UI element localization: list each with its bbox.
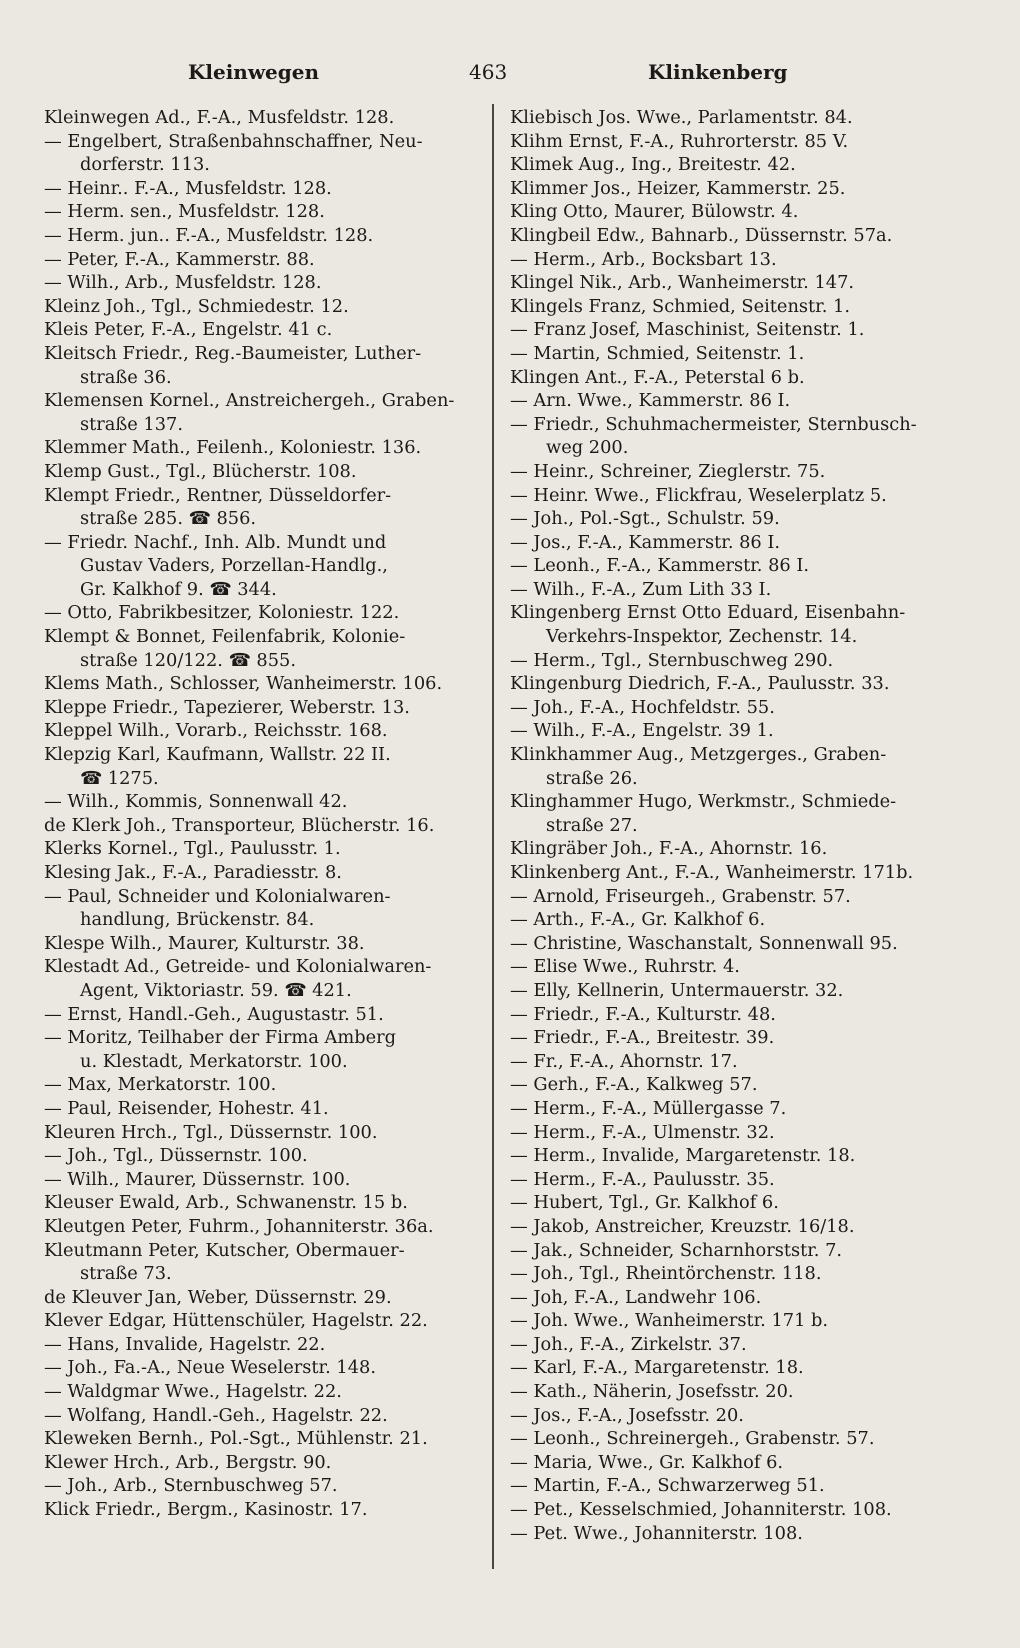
directory-entry <box>44 672 484 696</box>
entry-line: Klimek Aug., Ing., Breitestr. 42. <box>510 154 796 176</box>
directory-entry <box>510 224 980 248</box>
entry-line: Klempt & Bonnet, Feilenfabrik, Kolonie- <box>44 626 406 648</box>
entry-line: — Herm. sen., Musfeldstr. 128. <box>44 201 325 223</box>
entry-line: — Joh., F.-A., Hochfeldstr. 55. <box>510 696 775 718</box>
entry-continuation-line: Gustav Vaders, Porzellan-Handlg., <box>80 555 388 577</box>
directory-entry <box>44 814 484 838</box>
directory-entry <box>44 1380 484 1404</box>
directory-entry <box>510 1144 980 1168</box>
entry-line: Klespe Wilh., Maurer, Kulturstr. 38. <box>44 932 365 954</box>
directory-entry <box>510 389 980 413</box>
page-number: 463 <box>469 60 508 84</box>
entry-line: Klimmer Jos., Heizer, Kammerstr. 25. <box>510 177 846 199</box>
directory-entry <box>44 1356 484 1380</box>
entry-line: — Joh. Wwe., Wanheimerstr. 171 b. <box>510 1310 829 1332</box>
entry-line: — Herm. jun.. F.-A., Musfeldstr. 128. <box>44 224 374 246</box>
entry-continuation-line: straße 36. <box>80 366 172 388</box>
entry-line: Kleinwegen Ad., F.-A., Musfeldstr. 128. <box>44 107 395 128</box>
entry-line: — Herm., Arb., Bocksbart 13. <box>510 248 777 270</box>
entry-line: — Leonh., F.-A., Kammerstr. 86 I. <box>510 555 810 577</box>
directory-entry <box>44 106 484 130</box>
column-divider <box>492 104 494 1569</box>
entry-line: — Joh., Arb., Sternbuschweg 57. <box>44 1475 338 1497</box>
entry-line: — Martin, F.-A., Schwarzerweg 51. <box>510 1475 825 1497</box>
entry-line: Klemp Gust., Tgl., Blücherstr. 108. <box>44 460 357 482</box>
entry-line: — Heinr. Wwe., Flickfrau, Weselerplatz 5. <box>510 484 887 506</box>
directory-entry <box>510 1215 980 1239</box>
entry-continuation-line: u. Klestadt, Merkatorstr. 100. <box>80 1050 348 1072</box>
entry-line: Kleppel Wilh., Vorarb., Reichsstr. 168. <box>44 720 388 742</box>
entry-line: Kling Otto, Maurer, Bülowstr. 4. <box>510 201 799 223</box>
entry-continuation-line: straße 26. <box>546 767 638 789</box>
directory-entry <box>510 1380 980 1404</box>
directory-entry <box>510 318 980 342</box>
directory-entry <box>44 1286 484 1310</box>
entry-line: — Herm., Invalide, Margaretenstr. 18. <box>510 1145 856 1167</box>
entry-line: Kleppe Friedr., Tapezierer, Weberstr. 13. <box>44 696 410 718</box>
directory-entry <box>44 601 484 625</box>
directory-entry <box>44 177 484 201</box>
header-right-keyword: Klinkenberg <box>648 60 788 84</box>
entry-line: — Moritz, Teilhaber der Firma Amberg <box>44 1027 397 1049</box>
entry-line: — Friedr., F.-A., Breitestr. 39. <box>510 1027 775 1049</box>
entry-continuation-line: Agent, Viktoriastr. 59. ☎ 421. <box>80 979 352 1001</box>
entry-line: Klemensen Kornel., Anstreichergeh., Graben- <box>44 390 455 412</box>
directory-entry <box>510 1026 980 1050</box>
directory-entry <box>510 1050 980 1074</box>
entry-line: — Elise Wwe., Ruhrstr. 4. <box>510 956 740 978</box>
entry-line: — Joh., Tgl., Düssernstr. 100. <box>44 1145 308 1167</box>
directory-entry <box>44 1404 484 1428</box>
entry-line: — Gerh., F.-A., Kalkweg 57. <box>510 1074 758 1096</box>
directory-entry <box>44 1097 484 1121</box>
entry-continuation-line: straße 27. <box>546 814 638 836</box>
entry-line: Kleutmann Peter, Kutscher, Obermauer- <box>44 1239 405 1261</box>
entry-line: — Wilh., Arb., Musfeldstr. 128. <box>44 272 322 294</box>
entry-line: — Engelbert, Straßenbahnschaffner, Neu- <box>44 130 423 152</box>
directory-entry <box>510 885 980 909</box>
entry-line: — Jos., F.-A., Kammerstr. 86 I. <box>510 531 781 553</box>
directory-entry <box>510 578 980 602</box>
entry-line: — Heinr.. F.-A., Musfeldstr. 128. <box>44 177 332 199</box>
entry-line: — Herm., F.-A., Müllergasse 7. <box>510 1097 787 1119</box>
directory-entry <box>510 1498 980 1522</box>
directory-entry <box>510 1262 980 1286</box>
entry-line: Klingräber Joh., F.-A., Ahornstr. 16. <box>510 838 828 860</box>
entry-line: — Arth., F.-A., Gr. Kalkhof 6. <box>510 909 766 931</box>
entry-line: Klingel Nik., Arb., Wanheimerstr. 147. <box>510 272 855 294</box>
directory-entry <box>510 271 980 295</box>
directory-entry <box>44 1144 484 1168</box>
directory-entry <box>44 1239 484 1286</box>
directory-entry <box>510 1333 980 1357</box>
entry-line: — Joh., Tgl., Rheintörchenstr. 118. <box>510 1263 822 1285</box>
directory-entry <box>44 719 484 743</box>
entry-line: Klewer Hrch., Arb., Bergstr. 90. <box>44 1451 332 1473</box>
header-left-keyword: Kleinwegen <box>188 60 320 84</box>
directory-entry <box>510 1427 980 1451</box>
entry-line: Kleuser Ewald, Arb., Schwanenstr. 15 b. <box>44 1192 408 1214</box>
directory-entry <box>510 932 980 956</box>
directory-entry <box>510 295 980 319</box>
entry-line: — Hubert, Tgl., Gr. Kalkhof 6. <box>510 1192 779 1214</box>
entry-continuation-line: straße 120/122. ☎ 855. <box>80 649 296 671</box>
entry-line: Klepzig Karl, Kaufmann, Wallstr. 22 II. <box>44 744 391 766</box>
entry-line: — Wilh., Maurer, Düssernstr. 100. <box>44 1168 351 1190</box>
directory-entry <box>510 696 980 720</box>
entry-line: Klestadt Ad., Getreide- und Kolonialwaren- <box>44 956 432 978</box>
entry-line: Klingenburg Diedrich, F.-A., Paulusstr. 33. <box>510 673 890 695</box>
directory-entry <box>510 861 980 885</box>
entry-line: Klick Friedr., Bergm., Kasinostr. 17. <box>44 1499 368 1521</box>
entry-line: — Wilh., Kommis, Sonnenwall 42. <box>44 791 348 813</box>
directory-entry <box>44 885 484 932</box>
directory-entry <box>44 224 484 248</box>
directory-entry <box>510 1356 980 1380</box>
entry-line: — Kath., Näherin, Josefsstr. 20. <box>510 1381 794 1403</box>
entry-line: — Heinr., Schreiner, Zieglerstr. 75. <box>510 460 826 482</box>
directory-entry <box>44 1026 484 1073</box>
entry-continuation-line: ☎ 1275. <box>80 767 159 789</box>
directory-entry <box>510 106 980 130</box>
directory-entry <box>510 484 980 508</box>
directory-entry <box>510 1073 980 1097</box>
entry-line: Klihm Ernst, F.-A., Ruhrorterstr. 85 V. <box>510 130 849 152</box>
directory-entry <box>44 436 484 460</box>
entry-line: — Joh., F.-A., Zirkelstr. 37. <box>510 1333 747 1355</box>
entry-continuation-line: dorferstr. 113. <box>80 154 210 176</box>
directory-entry <box>44 1333 484 1357</box>
directory-entry <box>510 1286 980 1310</box>
directory-entry <box>510 837 980 861</box>
entry-line: — Max, Merkatorstr. 100. <box>44 1074 277 1096</box>
entry-continuation-line: straße 285. ☎ 856. <box>80 508 257 530</box>
entry-line: — Franz Josef, Maschinist, Seitenstr. 1. <box>510 319 865 341</box>
directory-entry <box>510 908 980 932</box>
directory-entry <box>44 625 484 672</box>
directory-entry <box>510 1191 980 1215</box>
directory-entry <box>510 601 980 648</box>
directory-entry <box>510 743 980 790</box>
entry-line: — Fr., F.-A., Ahornstr. 17. <box>510 1050 738 1072</box>
directory-entry <box>510 955 980 979</box>
directory-entry <box>44 1215 484 1239</box>
entry-line: Klingels Franz, Schmied, Seitenstr. 1. <box>510 295 850 317</box>
directory-entry <box>510 460 980 484</box>
directory-entry <box>44 1121 484 1145</box>
directory-entry <box>510 719 980 743</box>
entry-line: — Leonh., Schreinergeh., Grabenstr. 57. <box>510 1428 875 1450</box>
directory-entry <box>510 1451 980 1475</box>
directory-entry <box>44 1073 484 1097</box>
directory-entry <box>510 649 980 673</box>
entry-line: — Joh., Pol.-Sgt., Schulstr. 59. <box>510 508 780 530</box>
directory-entry <box>510 507 980 531</box>
entry-line: — Martin, Schmied, Seitenstr. 1. <box>510 342 805 364</box>
entry-line: Klesing Jak., F.-A., Paradiesstr. 8. <box>44 862 342 883</box>
directory-entry <box>510 1121 980 1145</box>
directory-entry <box>44 389 484 436</box>
entry-line: — Herm., F.-A., Paulusstr. 35. <box>510 1168 775 1190</box>
directory-entry <box>510 1097 980 1121</box>
left-column <box>44 106 484 1522</box>
entry-line: — Wolfang, Handl.-Geh., Hagelstr. 22. <box>44 1404 388 1426</box>
directory-entry <box>510 342 980 366</box>
directory-entry <box>44 1309 484 1333</box>
entry-line: Kleinz Joh., Tgl., Schmiedestr. 12. <box>44 295 349 317</box>
directory-entry <box>44 1451 484 1475</box>
directory-entry <box>510 1003 980 1027</box>
entry-continuation-line: weg 200. <box>546 437 629 459</box>
entry-line: Klemmer Math., Feilenh., Koloniestr. 136. <box>44 437 422 459</box>
entry-line: — Ernst, Handl.-Geh., Augustastr. 51. <box>44 1003 384 1025</box>
directory-entry <box>510 1522 980 1546</box>
entry-line: Klingenberg Ernst Otto Eduard, Eisenbahn- <box>510 602 906 624</box>
directory-entry <box>44 1191 484 1215</box>
entry-line: — Joh., Fa.-A., Neue Weselerstr. 148. <box>44 1357 376 1379</box>
entry-line: Klems Math., Schlosser, Wanheimerstr. 106. <box>44 673 443 695</box>
directory-entry <box>510 1474 980 1498</box>
entry-line: — Jak., Schneider, Scharnhorststr. 7. <box>510 1239 843 1261</box>
directory-entry <box>510 531 980 555</box>
directory-entry <box>44 460 484 484</box>
entry-continuation-line: handlung, Brückenstr. 84. <box>80 909 315 931</box>
entry-line: Kleis Peter, F.-A., Engelstr. 41 c. <box>44 319 333 341</box>
directory-entry <box>510 248 980 272</box>
directory-entry <box>44 932 484 956</box>
directory-entry <box>510 153 980 177</box>
directory-entry <box>510 366 980 390</box>
entry-line: — Jakob, Anstreicher, Kreuzstr. 16/18. <box>510 1215 855 1237</box>
entry-line: de Klerk Joh., Transporteur, Blücherstr. 16. <box>44 814 435 836</box>
entry-line: — Karl, F.-A., Margaretenstr. 18. <box>510 1357 804 1379</box>
directory-entry <box>44 318 484 342</box>
entry-line: — Friedr., F.-A., Kulturstr. 48. <box>510 1003 776 1025</box>
entry-line: Klinghammer Hugo, Werkmstr., Schmiede- <box>510 791 897 813</box>
entry-line: — Christine, Waschanstalt, Sonnenwall 95. <box>510 932 898 954</box>
entry-line: — Paul, Reisender, Hohestr. 41. <box>44 1097 329 1119</box>
entry-line: — Arn. Wwe., Kammerstr. 86 I. <box>510 390 791 412</box>
entry-line: — Peter, F.-A., Kammerstr. 88. <box>44 248 315 270</box>
entry-line: Kleuren Hrch., Tgl., Düssernstr. 100. <box>44 1121 378 1143</box>
entry-continuation-line: Gr. Kalkhof 9. ☎ 344. <box>80 578 277 600</box>
entry-line: Klingen Ant., F.-A., Peterstal 6 b. <box>510 366 805 388</box>
entry-line: — Pet., Kesselschmied, Johanniterstr. 108. <box>510 1499 892 1521</box>
entry-line: — Arnold, Friseurgeh., Grabenstr. 57. <box>510 885 851 907</box>
directory-entry <box>44 531 484 602</box>
directory-entry <box>44 1003 484 1027</box>
entry-line: Kleutgen Peter, Fuhrm., Johanniterstr. 36a. <box>44 1215 434 1237</box>
directory-entry <box>44 790 484 814</box>
directory-entry <box>510 1404 980 1428</box>
entry-line: Kleweken Bernh., Pol.-Sgt., Mühlenstr. 21. <box>44 1428 428 1450</box>
entry-line: Kleitsch Friedr., Reg.-Baumeister, Luther- <box>44 342 422 364</box>
entry-line: Klinkhammer Aug., Metzgerges., Graben- <box>510 744 887 766</box>
entry-line: Klever Edgar, Hüttenschüler, Hagelstr. 22. <box>44 1310 428 1332</box>
entry-line: — Herm., Tgl., Sternbuschweg 290. <box>510 649 834 671</box>
directory-entry <box>44 837 484 861</box>
entry-line: Klempt Friedr., Rentner, Düsseldorfer- <box>44 484 392 506</box>
entry-line: — Herm., F.-A., Ulmenstr. 32. <box>510 1121 775 1143</box>
entry-line: — Friedr. Nachf., Inh. Alb. Mundt und <box>44 531 387 553</box>
entry-line: — Wilh., F.-A., Engelstr. 39 1. <box>510 720 774 742</box>
entry-line: — Paul, Schneider und Kolonialwaren- <box>44 885 391 907</box>
entry-continuation-line: straße 73. <box>80 1263 172 1285</box>
directory-entry <box>510 790 980 837</box>
entry-line: — Wilh., F.-A., Zum Lith 33 I. <box>510 578 772 600</box>
entry-line: de Kleuver Jan, Weber, Düssernstr. 29. <box>44 1286 392 1308</box>
directory-entry <box>44 861 484 885</box>
entry-line: — Friedr., Schuhmachermeister, Sternbusch- <box>510 413 917 435</box>
directory-entry <box>510 200 980 224</box>
directory-entry <box>44 130 484 177</box>
directory-entry <box>44 248 484 272</box>
right-column <box>510 106 980 1545</box>
directory-entry <box>44 295 484 319</box>
directory-entry <box>510 979 980 1003</box>
page-header <box>40 60 980 90</box>
directory-entry <box>44 955 484 1002</box>
directory-entry <box>44 271 484 295</box>
directory-entry <box>510 1239 980 1263</box>
entry-line: Kliebisch Jos. Wwe., Parlamentstr. 84. <box>510 107 853 128</box>
directory-entry <box>44 743 484 790</box>
directory-entry <box>44 696 484 720</box>
directory-entry <box>510 1168 980 1192</box>
directory-entry <box>44 200 484 224</box>
directory-entry <box>510 130 980 154</box>
directory-entry <box>44 1168 484 1192</box>
directory-entry <box>510 672 980 696</box>
entry-line: — Pet. Wwe., Johanniterstr. 108. <box>510 1522 803 1544</box>
entry-line: — Jos., F.-A., Josefsstr. 20. <box>510 1404 744 1426</box>
directory-entry <box>44 1474 484 1498</box>
directory-entry <box>510 177 980 201</box>
directory-entry <box>44 484 484 531</box>
directory-entry <box>510 1309 980 1333</box>
directory-entry <box>510 413 980 460</box>
entry-line: Klerks Kornel., Tgl., Paulusstr. 1. <box>44 838 341 860</box>
entry-line: — Joh, F.-A., Landwehr 106. <box>510 1286 762 1308</box>
entry-continuation-line: Verkehrs-Inspektor, Zechenstr. 14. <box>546 626 858 648</box>
entry-line: — Maria, Wwe., Gr. Kalkhof 6. <box>510 1451 784 1473</box>
entry-line: — Hans, Invalide, Hagelstr. 22. <box>44 1333 326 1355</box>
directory-entry <box>510 554 980 578</box>
entry-line: — Waldgmar Wwe., Hagelstr. 22. <box>44 1381 342 1403</box>
directory-entry <box>44 1427 484 1451</box>
directory-entry <box>44 1498 484 1522</box>
entry-continuation-line: straße 137. <box>80 413 184 435</box>
entry-line: — Otto, Fabrikbesitzer, Koloniestr. 122. <box>44 602 400 624</box>
entry-line: Klingbeil Edw., Bahnarb., Düssernstr. 57a. <box>510 224 893 246</box>
entry-line: — Elly, Kellnerin, Untermauerstr. 32. <box>510 979 844 1001</box>
entry-line: Klinkenberg Ant., F.-A., Wanheimerstr. 171b. <box>510 862 914 883</box>
directory-entry <box>44 342 484 389</box>
